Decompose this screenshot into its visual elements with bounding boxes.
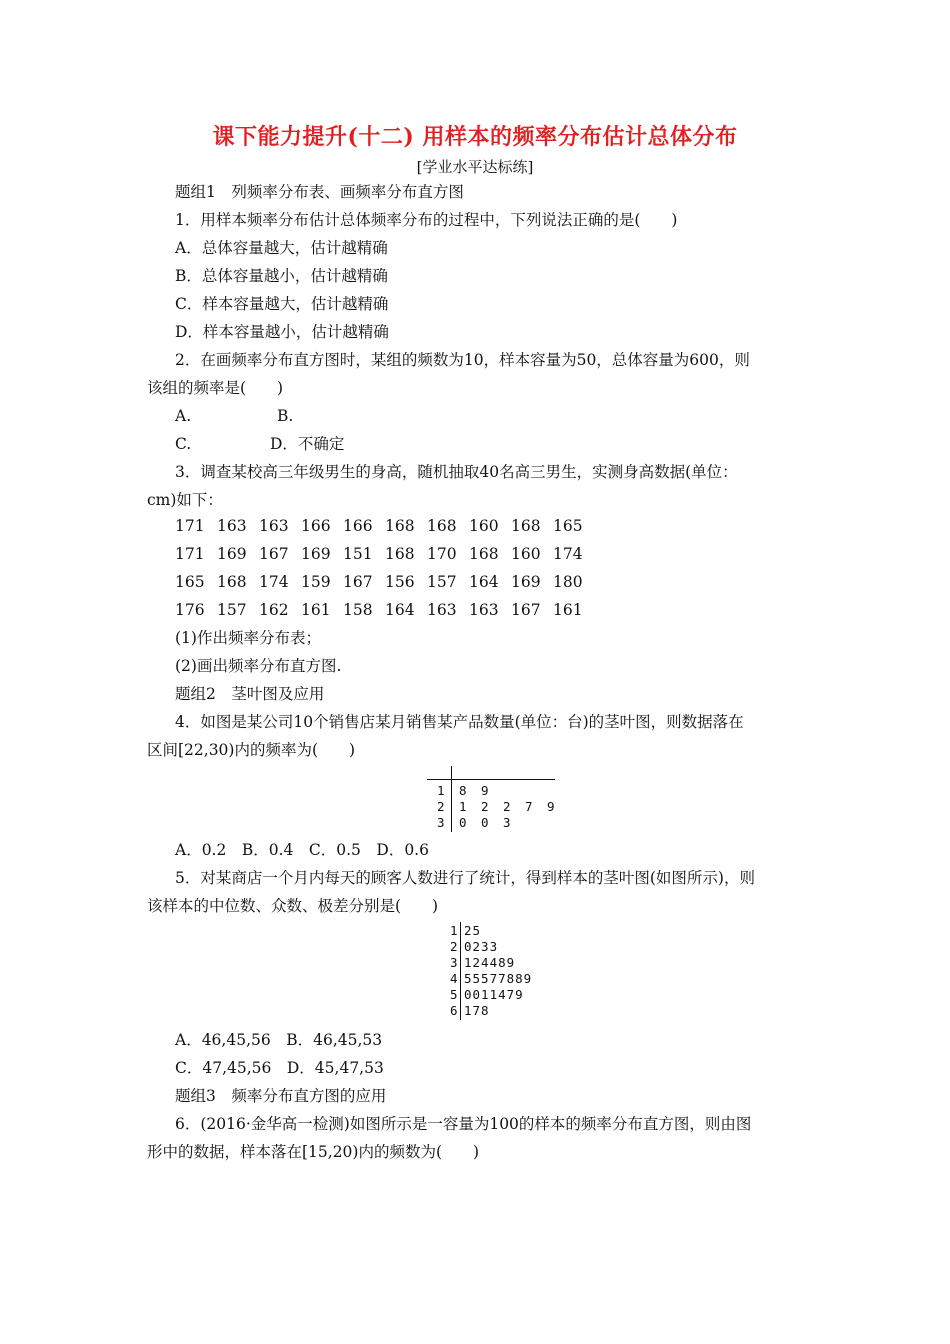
stem: 2	[437, 799, 445, 814]
height-data-row	[175, 516, 595, 536]
leaf: 9	[547, 799, 555, 814]
q4-stem-line1: 4．如图是某公司10个销售店某月销售某产品数量(单位：台)的茎叶图，则数据落在	[175, 713, 744, 731]
plot-1-vertical-rule	[451, 766, 452, 832]
q5-options-line1: A．46,45,56 B．46,45,53	[175, 1031, 383, 1049]
stem: 3	[437, 815, 445, 830]
leaves-row	[459, 799, 569, 815]
height-value: 157	[427, 573, 457, 591]
leaves-row: 0233	[464, 939, 499, 954]
height-value: 165	[553, 517, 583, 535]
page-subtitle: [学业水平达标练]	[416, 158, 534, 176]
plot-1-horizontal-rule	[427, 779, 555, 780]
height-value: 163	[427, 601, 457, 619]
height-value: 159	[301, 573, 331, 591]
q1-option-c: C．样本容量越大，估计越精确	[175, 295, 389, 313]
leaf: 0	[481, 815, 489, 830]
height-data-row	[175, 544, 595, 564]
leaves-row	[459, 815, 525, 831]
height-value: 162	[259, 601, 289, 619]
stem: 1	[450, 923, 458, 938]
height-value: 156	[385, 573, 415, 591]
height-value: 174	[553, 545, 583, 563]
stem: 5	[450, 987, 458, 1002]
height-value: 168	[511, 517, 541, 535]
leaf: 8	[459, 783, 467, 798]
height-value: 166	[343, 517, 373, 535]
leaf: 2	[481, 799, 489, 814]
leaves-row: 124489	[464, 955, 516, 970]
q1-option-a: A．总体容量越大，估计越精确	[175, 239, 388, 257]
height-value: 168	[469, 545, 499, 563]
height-value: 169	[301, 545, 331, 563]
leaf: 9	[481, 783, 489, 798]
height-value: 161	[301, 601, 331, 619]
height-value: 167	[259, 545, 289, 563]
height-value: 180	[553, 573, 583, 591]
height-value: 169	[217, 545, 247, 563]
q4-stem-line2: 区间[22,30)内的频率为( )	[147, 741, 356, 759]
q6-stem-line2: 形中的数据，样本落在[15,20)内的频数为( )	[147, 1143, 480, 1161]
q6-stem-line1: 6．(2016·金华高一检测)如图所示是一容量为100的样本的频率分布直方图，则由图	[175, 1115, 752, 1133]
height-value: 167	[343, 573, 373, 591]
q5-stem-line1: 5．对某商店一个月内每天的顾客人数进行了统计，得到样本的茎叶图(如图所示)，则	[175, 869, 755, 887]
stem: 4	[450, 971, 458, 986]
leaves-row: 178	[464, 1003, 490, 1018]
height-value: 163	[469, 601, 499, 619]
stem: 1	[437, 783, 445, 798]
leaf: 7	[525, 799, 533, 814]
q1-stem: 1．用样本频率分布估计总体频率分布的过程中，下列说法正确的是( )	[175, 211, 678, 229]
q2-option-c: C.	[175, 435, 192, 453]
q4-options: A．0.2 B．0.4 C．0.5 D．0.6	[175, 841, 429, 859]
height-value: 161	[553, 601, 583, 619]
height-value: 166	[301, 517, 331, 535]
height-value: 168	[385, 517, 415, 535]
q3-stem-line2: cm)如下：	[147, 491, 223, 509]
height-value: 163	[259, 517, 289, 535]
group-2-heading: 题组2 茎叶图及应用	[175, 685, 325, 703]
q5-stem-line2: 该样本的中位数、众数、极差分别是( )	[147, 897, 439, 915]
leaves-row: 0011479	[464, 987, 524, 1002]
leaves-row	[459, 783, 503, 799]
height-value: 160	[469, 517, 499, 535]
height-value: 168	[385, 545, 415, 563]
group-1-heading: 题组1 列频率分布表、画频率分布直方图	[175, 183, 464, 201]
stem: 3	[450, 955, 458, 970]
height-value: 157	[217, 601, 247, 619]
height-value: 163	[217, 517, 247, 535]
height-value: 151	[343, 545, 373, 563]
leaf: 2	[503, 799, 511, 814]
q2-option-a: A.	[175, 407, 192, 425]
q2-stem-line1: 2．在画频率分布直方图时，某组的频数为10，样本容量为50，总体容量为600，则	[175, 351, 750, 369]
q3-part-2: (2)画出频率分布直方图.	[175, 657, 342, 675]
q2-option-d: D．不确定	[270, 435, 345, 453]
leaf: 3	[503, 815, 511, 830]
leaf: 0	[459, 815, 467, 830]
height-value: 168	[427, 517, 457, 535]
leaves-row: 55577889	[464, 971, 533, 986]
stem: 6	[450, 1003, 458, 1018]
plot-2-vertical-rule	[460, 922, 461, 1020]
height-value: 164	[469, 573, 499, 591]
height-value: 171	[175, 545, 205, 563]
height-value: 170	[427, 545, 457, 563]
q1-option-b: B．总体容量越小，估计越精确	[175, 267, 388, 285]
height-value: 167	[511, 601, 541, 619]
height-data-row	[175, 572, 595, 592]
q2-stem-line2: 该组的频率是( )	[147, 379, 284, 397]
q5-options-line2: C．47,45,56 D．45,47,53	[175, 1059, 384, 1077]
height-value: 158	[343, 601, 373, 619]
q3-stem-line1: 3．调查某校高三年级男生的身高，随机抽取40名高三男生，实测身高数据(单位：	[175, 463, 738, 481]
height-value: 171	[175, 517, 205, 535]
q3-part-1: (1)作出频率分布表；	[175, 629, 321, 647]
height-value: 165	[175, 573, 205, 591]
q1-option-d: D．样本容量越小，估计越精确	[175, 323, 389, 341]
q2-option-b: B.	[277, 407, 294, 425]
page-title: 课下能力提升(十二) 用样本的频率分布估计总体分布	[212, 124, 738, 150]
height-value: 168	[217, 573, 247, 591]
height-value: 174	[259, 573, 289, 591]
height-value: 164	[385, 601, 415, 619]
leaf: 1	[459, 799, 467, 814]
height-data-row	[175, 600, 595, 620]
stem: 2	[450, 939, 458, 954]
leaves-row: 25	[464, 923, 482, 938]
height-value: 160	[511, 545, 541, 563]
group-3-heading: 题组3 频率分布直方图的应用	[175, 1087, 387, 1105]
height-value: 176	[175, 601, 205, 619]
height-value: 169	[511, 573, 541, 591]
